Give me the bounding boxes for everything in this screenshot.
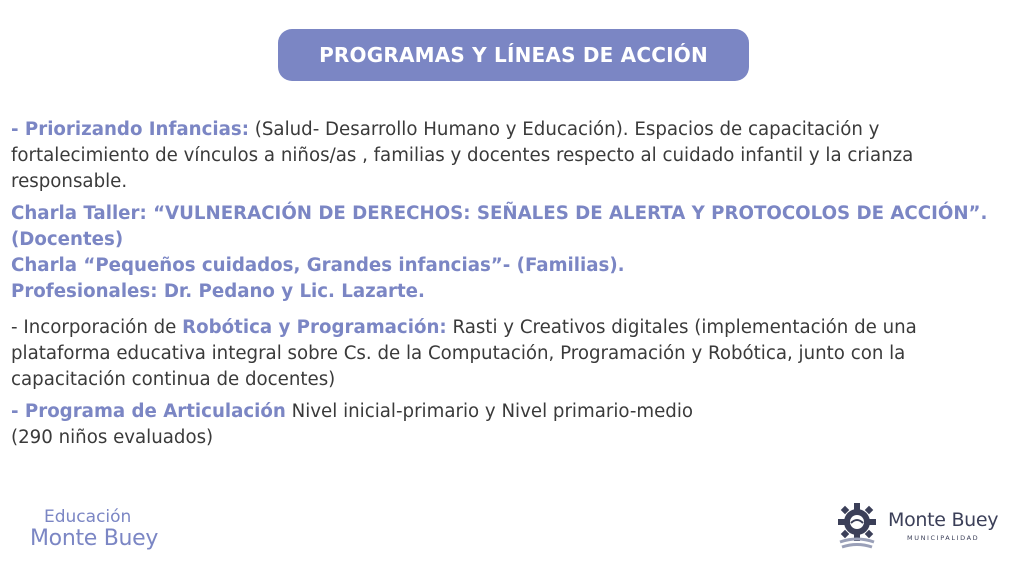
charla-taller-line: Charla Taller: “VULNERACIÓN DE DERECHOS: SEÑALES DE ALERTA Y PROTOCOLOS DE ACCIÓN”. (Docentes) xyxy=(11,203,988,250)
bullet-dash: - xyxy=(11,401,25,422)
item-text: (Salud- Desarrollo Humano y Educación). Espacios de capacitación y fortalecimiento de vínculos a niños/as , familias y docentes respecto al cuidado infantil y la crianza responsable. xyxy=(11,119,914,192)
item-text: Nivel inicial-primario y Nivel primario-medio xyxy=(285,401,694,422)
item-text-line2: (290 niños evaluados) xyxy=(11,427,214,448)
item-heading: Programa de Articulación xyxy=(24,401,286,422)
section-title-banner xyxy=(278,29,749,81)
item-priorizando-infancias xyxy=(11,117,1016,195)
educacion-logo-line2: Monte Buey xyxy=(30,526,159,551)
item-robotica xyxy=(11,315,1016,393)
charla-familias-line: Charla “Pequeños cuidados, Grandes infancias”- (Familias). xyxy=(11,255,625,276)
profesionales-line: Profesionales: Dr. Pedano y Lic. Lazarte. xyxy=(11,281,425,302)
item-heading: Robótica y Programación: xyxy=(182,317,447,338)
monte-buey-emblem-icon xyxy=(832,500,882,550)
item-articulacion xyxy=(11,399,1016,451)
educacion-logo xyxy=(30,506,158,550)
municipalidad-logo-text xyxy=(888,509,998,542)
section-title: PROGRAMAS Y LÍNEAS DE ACCIÓN xyxy=(319,43,708,67)
bullet-dash: - xyxy=(11,119,25,140)
municipalidad-logo xyxy=(832,500,998,550)
educacion-logo-line1: Educación xyxy=(44,507,132,527)
municipalidad-label: MUNICIPALIDAD xyxy=(907,533,980,542)
slide-content xyxy=(11,117,1016,451)
bullet-prefix: - Incorporación de xyxy=(11,317,183,338)
municipalidad-name: Monte Buey xyxy=(888,508,999,531)
item-text: Rasti y Creativos digitales (implementación de una plataforma educativa integral sobre Cs. de la Computación, Programación y Robótica, junto con la capacitación continua de docentes) xyxy=(11,317,917,390)
charlas-block xyxy=(11,201,1016,305)
item-heading: Priorizando Infancias: xyxy=(24,119,250,140)
